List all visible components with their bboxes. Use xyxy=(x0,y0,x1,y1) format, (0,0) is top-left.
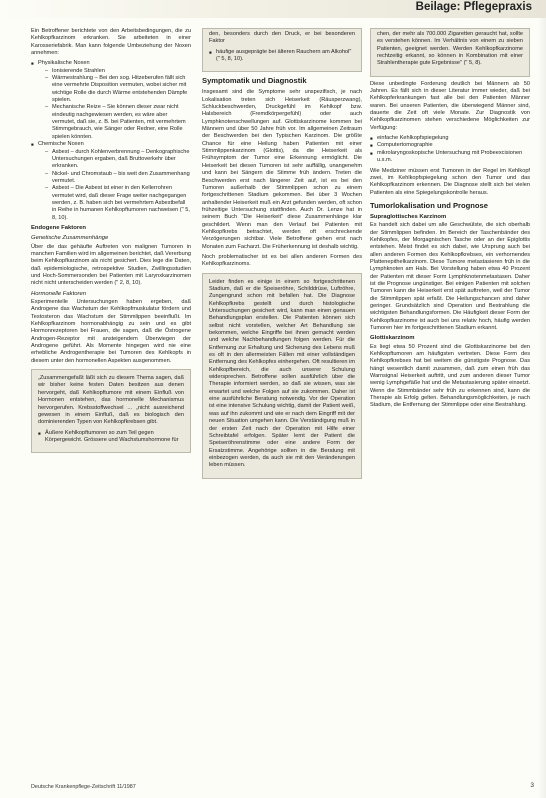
page-title: Beilage: Pflegepraxis xyxy=(415,1,532,13)
intro-paragraph: Ein Betroffener berichtete von den Arbeitsbedingungen, die zu Kehlkopfkarzinom erkranken. Sie arbeiteten in einer Karosseriefabrik. Man kann folgende Umbeziehung der Noxen annehmen: xyxy=(31,28,191,57)
paragraph: Über die das gehäufte Auftreten von malignen Tumoren in manchen Familien wird im allgemeinen berichtet, daß Vererbung beim Kehlkopfkarzinom als nicht gesichert. Dies lege die Daten, daß epidemiologische, retrospektive Studien, Zwillingsstudien und Hoch-Sommersonden bei Patienten mit Larynxkarzinomen nicht nicht unterscheiden werden (" 2, 8, 10). xyxy=(31,243,191,287)
highlight-box-continued xyxy=(202,28,362,72)
paragraph: Es liegt etwa 50 Prozent sind die Glottiskarzinome bei den Kehlkopftumoren am häufigsten vertreten. Diese Form des Kehlkopfkrebses hat bei weitem die günstigste Prognose. Das hängt wesentlich damit zusammen, daß zum einen früh das Warnsignal Heiserkeit auftritt, und zum anderen dieser Tumor wenig Lymphgefäße hat und die Metastasierung später einsetzt. Wenn die Stimmbänder sehr früh zu erkennen sind, kann die Therapie als Erfolg gelten. Behandlungsmöglichkeiten, je nach Stadium, die Entfernung der Stimmlippe oder eine Bestrahlung. xyxy=(370,343,530,409)
box-paragraph: den, besonders durch den Druck, er bei besonderen Faktor xyxy=(209,31,355,45)
list-item: ■ Computertomographie xyxy=(370,142,530,149)
list-item: – Asbest – Die Asbest ist einer in den Kellerrohren vermutet wird, daß dieser Frage weiter nachgegangen werden, z. B. haben sich bei vermehrtem Asbestbefall in Reihe in humanen Kehlkopftumoren nachweisen (" 5, 8, 10). xyxy=(45,185,191,222)
column-2 xyxy=(202,28,362,770)
page-number: 3 xyxy=(530,782,534,789)
noxen-list xyxy=(31,60,191,222)
paragraph: Wie Mediziner müssen erst Tumoren in der Regel im Kehlkopf zwei, im Kehlkopfspiegelung schon den Tumor und das Kehlkopfkarzinom erkennen. Die Diagnose stellt sich bei vielen Patienten als eine Spiegelungskontrolle heraus. xyxy=(370,167,530,196)
box-list xyxy=(38,430,184,445)
footer-journal: Deutsche Krankenpflege-Zeitschrift 11/1987 xyxy=(31,784,136,790)
list-item: ■ mikrolaryngoskopische Untersuchung mit Probeexcisionen u.s.m. xyxy=(370,150,530,165)
section-heading: Endogene Faktoren xyxy=(31,224,86,231)
paragraph: Noch problematischer ist es bei allen anderen Formen des Kehlkopfkarzinoms. xyxy=(202,253,362,268)
list-item: ■ Äußere Kehlkopftumoren so zum Teil gegen Körpergewicht. Grössere und Wachstumshormone für xyxy=(38,430,184,445)
subsection-heading: Glottiskarzinom xyxy=(370,335,415,342)
box-paragraph: chen, der mehr als 700.000 Zigaretten geraucht hat, sollte es verstehen können. Im Verhältnis von einem zu sieben Patienten, geeignet werden. Werden Kehlkopfkarzinome rechtzeitig erkannt, so können in Kombination mit einer Strahlentherapie gute Ergebnisse" (" 5, 8). xyxy=(377,31,523,67)
diagnostic-list xyxy=(370,135,530,164)
section-heading: Symptomatik und Diagnostik xyxy=(202,76,307,86)
paragraph: Diese unbedingte Forderung deutlich bei Männern ab 50 Jahren. Es fällt sich in dieser Literatur immer wieder, daß bei Kehlkopferkrankungen fast alle bei den Patienten Männer waren. Bei unseren Patienten, die überwiegend Männer sind, dauerte die Zeit oft viele Monate. Zur Diagnostik von Kehlkopfkarzinomen stehen verschiedene Möglichkeiten zur Verfügung: xyxy=(370,80,530,131)
list-item: ■ einfache Kehlkopfspiegelung xyxy=(370,135,530,142)
list-item: – Asbest – durch Kohlenverbrennung – Denkographische Untersuchungen ergaben, daß Bruttoverkehr über erkranken. xyxy=(45,149,191,171)
chemical-noxen-list xyxy=(45,149,191,222)
list-item: – Mechanische Reize – Sie können dieser zwar nicht eindeutig nachgewiesen werden, es wäre aber vermutet, daß sie, z. B. bei Patienten, mit vermehrtem Stimmgebrauch, wie Sänger oder Redner, eine Rolle spielen könnten. xyxy=(45,104,191,141)
subsection-heading: Genetische Zusammenhänge xyxy=(31,235,109,242)
highlight-box xyxy=(202,273,362,479)
list-item: – Wärmestrahlung – Bei den sog. Hitzeberufen fällt sich eine vermehrte Disposition vermuten, wobei sicher mit wichtige Rolle die durch Wärme entstehenden Dämpfe spielen. xyxy=(45,75,191,104)
column-1 xyxy=(31,28,191,770)
page-edge-shadow xyxy=(538,18,546,798)
box-list xyxy=(209,49,355,64)
highlight-box-continued xyxy=(370,28,530,77)
paragraph: Insgesamt sind die Symptome sehr unspezifisch, je nach Lokalisation treten sich Heiserkeit (Räusperzwang), Schluckbeschwerden, Druckgefühl im Kehlkopf bzw. Halsbereich (Fremdkörpergefühl) oder auch Lymphknotenschwellungen auf. Glottiskarzinome kommen bei Männern und über 50 Jahre früh vor. Im allgemeinen Zeitraum der Beschwerden bei den Typischen Karzinom. Die größte Chance für eine Heilung haben Patienten mit einer Stimmlippenkarzinom (Glottis), da die Heiserkeit als Frühsymptom der Tumor eine Erkennung ermöglicht. Die Heiserkeit bei diesen Tumoren ist sehr auffällig, unangenehm und kann bei Sängern die Stimme früh ändern. Treten die Beschwerden erst nach längerer Zeit auf, ist es bei den Tumoren außerhalb der Stimmlippen schon zu einem fortgeschrittenen Stadium gekommen. Bei über 3 Wochen anhaltender Heiserkeit muß ein Arzt gefunden werden, oft schon frühzeitige Untersuchung stattfinden. Auch Dr. Lenze hat in seinem Buch "Die Heiserkeit" diese Zusammenhänge klar geschildert. Wenn man den Verlauf bei Patienten mit Kehlkopfkrebs betrachtet, werden oft erschreckende Verzögerungen sichtbar. Viele Betroffene gehen erst nach Monaten zum Facharzt. Die Früherkennung ist deshalb wichtig. xyxy=(202,89,362,250)
list-item xyxy=(31,60,191,141)
paragraph: Es handelt sich dabei um alle Geschwülste, die sich oberhalb der Stimmlippen befinden. Im Bereich der Taschenbänder des Kehlkopfes, der Morgagnischen Tasche oder an der Epiglottis entstehen. Meist findet es sich dabei, wie Ursprung auch bei allen anderen Formen des Kehlkopfkrebses, ein verhornendes Plattenepithelkarzinom. Diese Tumore metastasieren früh in die Lymphknoten am Hals. Bei Vorstellung haben etwa 40 Prozent der Patienten mit dieser Form Lymphknotenmetastasen. Daher ist die Prognose ungünstiger. Bei einigen Patienten mit solchen Tumoren kann die Heiserkeit erst spät auftreten, weil der Tumor die Stimmlippen spät erfaßt. Die Heilungschancen sind daher geringer. Grundsätzlich sind Operation und Bestrahlung die wichtigsten Behandlungsformen. Die Häufigkeit dieser Form der Kehlkopfkarzinome ist auch bei uns relativ hoch, häufig werden Tumoren hier im fortgeschrittenen Stadium erkannt. xyxy=(370,222,530,332)
list-item: – Nickel- und Chromstaub – bis weit den Zusammenhang vermutet. xyxy=(45,171,191,186)
subsection-heading: Hormonelle Faktoren xyxy=(31,290,87,297)
box-paragraph: Leider finden es einige in einem so fortgeschrittenen Stadium, daß er die Speiseröhre, Schilddrüse, Luftröhre, Zungengrund schon mit befallen hat. Die Diagnose Kehlkopfkrebs gestellt und durch histologische Untersuchungen gesichert wird, kann man einen genauen Behandlungsplan erstellen. Die Patienten können sich selbst nicht vorstellen, welcher Art Behandlung sie bekommen, welche Eingriffe bei ihnen gemacht werden und welche Nachbehandlungen folgen werden. Für die Entfernung zur Erhaltung und Sicherung des Lebens muß es oft in den allermeisten Fällen mit einer vollständigen Entfernung des Kehlkopfes einhergehen. Oft resultieren im Kehlkopfbereich, die auch unserer Schulung widersprechen. Betroffene sollen ausführlich über die Therapie informiert werden, so daß sie wissen, was sie erwartet und welche Folgen auf sie zukommen. Daher ist eine ausführliche Beratung notwendig. Vor der Operation ist eine intensive Schulung wichtig, damit der Patient weiß, was auf ihn zukommt und wie er nach dem Eingriff mit der neuen Situation umgehen kann. Die Verständigung muß in der ersten Zeit nach der Operation mit Hilfe einer Schreibtafel erfolgen. Später lernt der Patient die Speiseröhrenstimme oder eine andere Form der Ersatzstimme. Angehörige sollten in die Beratung mit einbezogen werden, da auch sie mit den Veränderungen leben müssen. xyxy=(209,278,355,469)
list-item: ■ häufige ausgeprägte bei älteren Rauchern am Alkohol" (" 5, 8, 10). xyxy=(209,49,355,64)
subsection-heading: Supraglottisches Karzinom xyxy=(370,213,447,220)
paragraph: Experimentelle Untersuchungen haben ergeben, daß Androgene das Wachstum der Kehlkopfmuskulatur fördern und Testosteron das Wachstum der Stimmlippen beeinflußt. Im Kehlkopfkarzinom hormonabhängig zu sein und es gibt Hormonrezeptoren bei Frauen, die sagen, daß die Östrogene Androgen-Rezeptor mit ansteigendem Überwiegen der Androgene geführt. Als Momente hingegen wird nie eine erhebliche Androgentherapie bei Tumoren des Kehlkopfs in diesem unter den hormonellen Aspekten ausgenommen. xyxy=(31,299,191,364)
list-item xyxy=(31,141,191,222)
group-label: Physikalische Noxen xyxy=(38,60,90,67)
box-paragraph: „Zusammengefaßt läßt sich zu diesem Thema sagen, daß wir bisher keine festen Daten besitzen aus denen hervorgeht, daß Kehlkopftumore mit einem Einfluß von Hormonen entstehen, das hormonelle Mechanismus hervorgerufen. Krebsstoffwechsel ... „nicht ausreichend gewesen in einem Einfluß, daß es biologisch den dominierenden Typen von Kehlkopfkrebsen gibt. xyxy=(38,375,184,426)
group-label: Chemische Noxen xyxy=(38,141,84,148)
column-3 xyxy=(370,28,530,770)
section-heading: Tumorlokalisation und Prognose xyxy=(370,200,488,210)
physical-noxen-list xyxy=(45,68,191,141)
list-item: – Ionisierende Strahlen xyxy=(45,68,191,75)
highlight-box xyxy=(31,369,191,453)
